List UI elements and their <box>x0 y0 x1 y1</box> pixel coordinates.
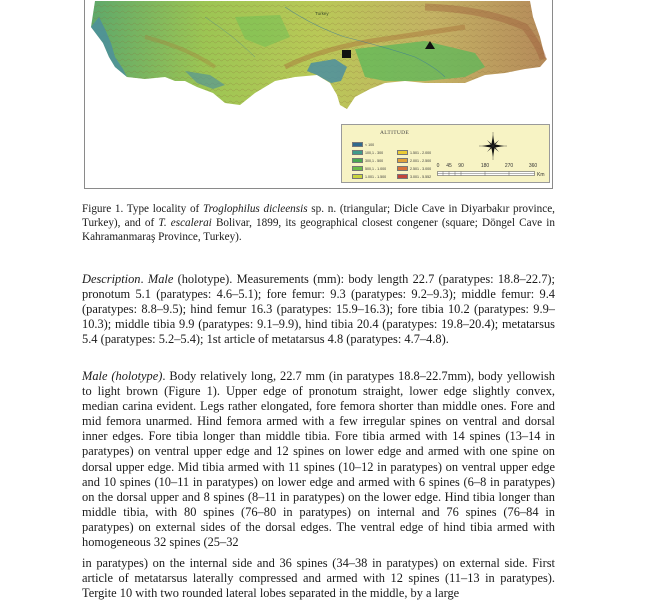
square-marker-dongel-cave <box>342 50 351 58</box>
legend-swatch <box>397 174 408 179</box>
legend-item <box>397 158 431 163</box>
paragraph-text: (holotype). Measurements (mm): body length 22.7 (paratypes: 18.8–22.7); pronotum 5.1 (paratypes: 4.6–5.1); fore femur: 9.3 (paratypes: 9.2–9.3); middle femur: 9.4 (paratypes: 8.8–9.5); hind femur 16.3 (paratypes: 15.9–16.3); fore tibia 10.2 (paratypes: 9.9–10.3); middle tibia 9.9 (paratypes: 9.1–9.9), hind tibia 20.4 (paratypes: 19.8–20.4); metatarsus 5.4 (paratypes: 5.2–5.4); 1st article of metatarsus 4.8 (paratypes: 4.7–4.8). <box>82 272 555 347</box>
map-legend <box>341 124 550 183</box>
scale-unit: Km <box>537 172 545 178</box>
scale-tick-label: 45 <box>446 163 452 169</box>
legend-swatch <box>397 166 408 171</box>
legend-swatch <box>352 158 363 163</box>
map-label-turkey: Turkey <box>315 11 329 16</box>
legend-label: < 100 <box>365 142 375 147</box>
legend-label: 2.501 - 3.000 <box>410 166 432 171</box>
scale-tick-label: 180 <box>480 163 490 169</box>
legend-label: 100,1 - 300 <box>365 150 384 155</box>
legend-label: 3.001 - 5.552 <box>410 174 432 179</box>
description-paragraph <box>82 272 555 347</box>
scale-tick-label: 270 <box>504 163 514 169</box>
subsection-heading: Male (holotype) <box>82 369 163 383</box>
scale-bar <box>437 163 547 179</box>
subsection-heading: Male <box>147 272 174 286</box>
scale-tick-label: 360 <box>528 163 538 169</box>
legend-item <box>397 174 431 179</box>
caption-species-name: Troglophilus dicleensis <box>202 203 308 215</box>
legend-swatch <box>397 150 408 155</box>
legend-item <box>352 158 383 163</box>
scale-tick-label: 0 <box>436 163 440 169</box>
paragraph-text: . Body relatively long, 22.7 mm (in paratypes 18.8–22.7mm), body yellowish to light brown (Figure 1). Upper edge of pronotum straight, lower edge slightly convex, median carina evident. Legs rather elongated, fore femora shorter than middle ones. Fore and mid femora unarmed. Hind femora armed with a few irregular spines on ventral and dorsal inner edges. Fore tibia longer than middle tibia. Fore tibia armed with 14 spines (13–14 in paratypes) on ventral upper edge and 12 spines on lower edge and armed with one spine on dorsal upper edge. Mid tibia armed with 11 spines (10–12 in paratypes) on ventral upper edge and 10 spines (10–11 in paratypes) on lower edge and armed with 6 spines (6–8 in paratypes) on the dorsal upper and 8 spines (8–11 in paratypes) on the lower edge. Hind tibia longer than middle tibia, with 80 spines (76–80 in paratypes) on internal and 76 spines (76–84 in paratypes) on external sides of the dorsal edges. The ventral edge of hind tibia armed with homogeneous 32 spines (25–32 <box>82 369 555 550</box>
compass-rose-icon <box>478 131 508 161</box>
legend-item <box>352 166 386 171</box>
caption-prefix: Figure 1. Type locality of <box>82 203 203 215</box>
legend-swatch <box>352 166 363 171</box>
legend-title: ALTITUDE <box>380 130 410 136</box>
legend-label: 2.001 - 2.500 <box>410 158 432 163</box>
legend-label: 300,1 - 500 <box>365 158 384 163</box>
separator: . <box>140 272 148 286</box>
legend-label: 1.501 - 2.000 <box>410 150 432 155</box>
male-holotype-paragraph <box>82 369 555 550</box>
legend-swatch <box>352 150 363 155</box>
legend-item <box>352 174 386 179</box>
scale-bar-graphic <box>437 171 535 176</box>
legend-label: 500,1 - 1.000 <box>365 166 387 171</box>
legend-swatch <box>352 174 363 179</box>
section-heading: Description <box>82 272 141 286</box>
paragraph-text: in paratypes) on the internal side and 36 spines (34–38 in paratypes) on external side. First article of metatarsus laterally compressed and armed with 12 spines (11–13 in paratypes). Tergite 10 with two rounded lateral lobes separated in the middle, by a large <box>82 556 555 601</box>
legend-item <box>397 166 431 171</box>
legend-swatch <box>397 158 408 163</box>
legend-item <box>397 150 431 155</box>
caption-text: sp. n. (triangular; Dicle Cave in Diyarbakır province, Turkey), and of <box>82 203 555 230</box>
figure-caption <box>82 202 555 245</box>
caption-species-name: T. escalerai <box>158 217 212 230</box>
scale-tick-label: 90 <box>458 163 464 169</box>
continuation-paragraph <box>82 556 555 601</box>
caption-text: Bolivar, 1899, its geographical closest congener (square; Döngel Cave in Kahramanmaraş Province, Turkey). <box>82 217 555 244</box>
legend-label: 1.001 - 1.500 <box>365 174 387 179</box>
figure-1 <box>84 0 553 189</box>
legend-item <box>352 142 374 147</box>
legend-item <box>352 150 383 155</box>
legend-swatch <box>352 142 363 147</box>
